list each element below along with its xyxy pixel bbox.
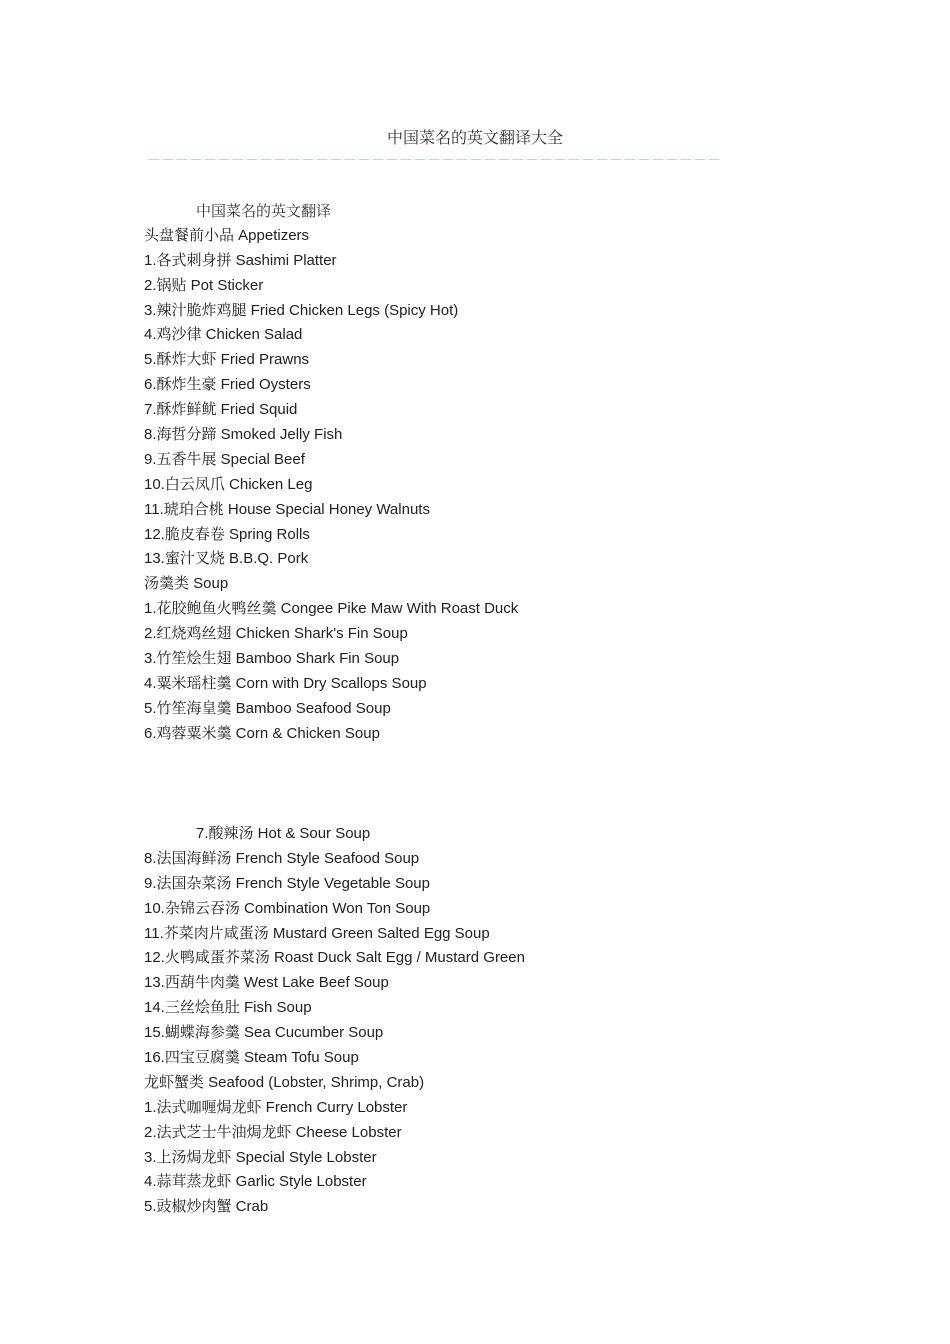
menu-item: 10.杂锦云吞汤 Combination Won Ton Soup <box>144 899 431 917</box>
menu-item: 6.酥炸生豪 Fried Oysters <box>144 376 311 394</box>
category-heading-seafood: 龙虾蟹类 Seafood (Lobster, Shrimp, Crab) <box>144 1073 425 1091</box>
menu-item: 1.法式咖喱焗龙虾 French Curry Lobster <box>144 1098 408 1116</box>
menu-item: 8.法国海鲜汤 French Style Seafood Soup <box>144 849 420 867</box>
menu-item: 2.红烧鸡丝翅 Chicken Shark's Fin Soup <box>144 625 408 643</box>
section-heading: 中国菜名的英文翻译 <box>166 202 332 220</box>
menu-item: 4.蒜茸蒸龙虾 Garlic Style Lobster <box>144 1173 367 1191</box>
category-heading-appetizers: 头盘餐前小品 Appetizers <box>144 226 310 244</box>
menu-item: 16.四宝豆腐羹 Steam Tofu Soup <box>144 1049 359 1067</box>
menu-section-2 <box>144 822 844 1220</box>
menu-item: 15.蝴蝶海参羹 Sea Cucumber Soup <box>144 1024 384 1042</box>
menu-item: 14.三丝烩鱼肚 Fish Soup <box>144 999 312 1017</box>
menu-item: 7.酸辣汤 Hot & Sour Soup <box>166 825 371 842</box>
menu-item: 1.各式刺身拼 Sashimi Platter <box>144 251 337 269</box>
menu-item: 3.竹笙烩生翅 Bamboo Shark Fin Soup <box>144 650 400 668</box>
menu-item: 5.竹笙海皇羹 Bamboo Seafood Soup <box>144 699 391 717</box>
page-title: 中国菜名的英文翻译大全 <box>386 128 563 147</box>
menu-item: 6.鸡蓉粟米羹 Corn & Chicken Soup <box>144 724 380 742</box>
menu-item: 4.鸡沙律 Chicken Salad <box>144 326 303 344</box>
menu-item: 12.火鸭咸蛋芥菜汤 Roast Duck Salt Egg / Mustard Green <box>144 949 525 967</box>
menu-item: 8.海哲分蹄 Smoked Jelly Fish <box>144 426 343 444</box>
menu-item: 4.粟米瑶柱羹 Corn with Dry Scallops Soup <box>144 674 427 692</box>
menu-item: 5.豉椒炒肉蟹 Crab <box>144 1198 269 1216</box>
title-divider: －－－－－－－－－－－－－－－－－－－－－－－－－－－－－－－－－－－－－－－－－ <box>147 153 721 169</box>
menu-item: 13.蜜汁叉烧 B.B.Q. Pork <box>144 550 309 568</box>
menu-item: 7.酥炸鲜鱿 Fried Squid <box>144 401 298 419</box>
category-heading-soup: 汤羹类 Soup <box>144 575 229 593</box>
menu-item: 1.花胶鲍鱼火鸭丝羹 Congee Pike Maw With Roast Duck <box>144 600 519 618</box>
menu-item: 9.法国杂菜汤 French Style Vegetable Soup <box>144 874 430 892</box>
menu-section-1 <box>144 199 844 747</box>
menu-item: 11.琥珀合桃 House Special Honey Walnuts <box>144 500 430 518</box>
menu-item: 11.芥菜肉片咸蛋汤 Mustard Green Salted Egg Soup <box>144 924 490 942</box>
menu-item: 13.西葫牛肉羹 West Lake Beef Soup <box>144 974 389 992</box>
menu-item: 5.酥炸大虾 Fried Prawns <box>144 351 310 369</box>
menu-item: 3.上汤焗龙虾 Special Style Lobster <box>144 1148 377 1166</box>
menu-item: 10.白云凤爪 Chicken Leg <box>144 475 313 493</box>
menu-item: 9.五香牛展 Special Beef <box>144 450 305 468</box>
menu-item: 3.辣汁脆炸鸡腿 Fried Chicken Legs (Spicy Hot) <box>144 301 459 319</box>
menu-item: 2.锅贴 Pot Sticker <box>144 276 264 294</box>
menu-item: 2.法式芝士牛油焗龙虾 Cheese Lobster <box>144 1123 402 1141</box>
menu-item: 12.脆皮春卷 Spring Rolls <box>144 525 310 543</box>
